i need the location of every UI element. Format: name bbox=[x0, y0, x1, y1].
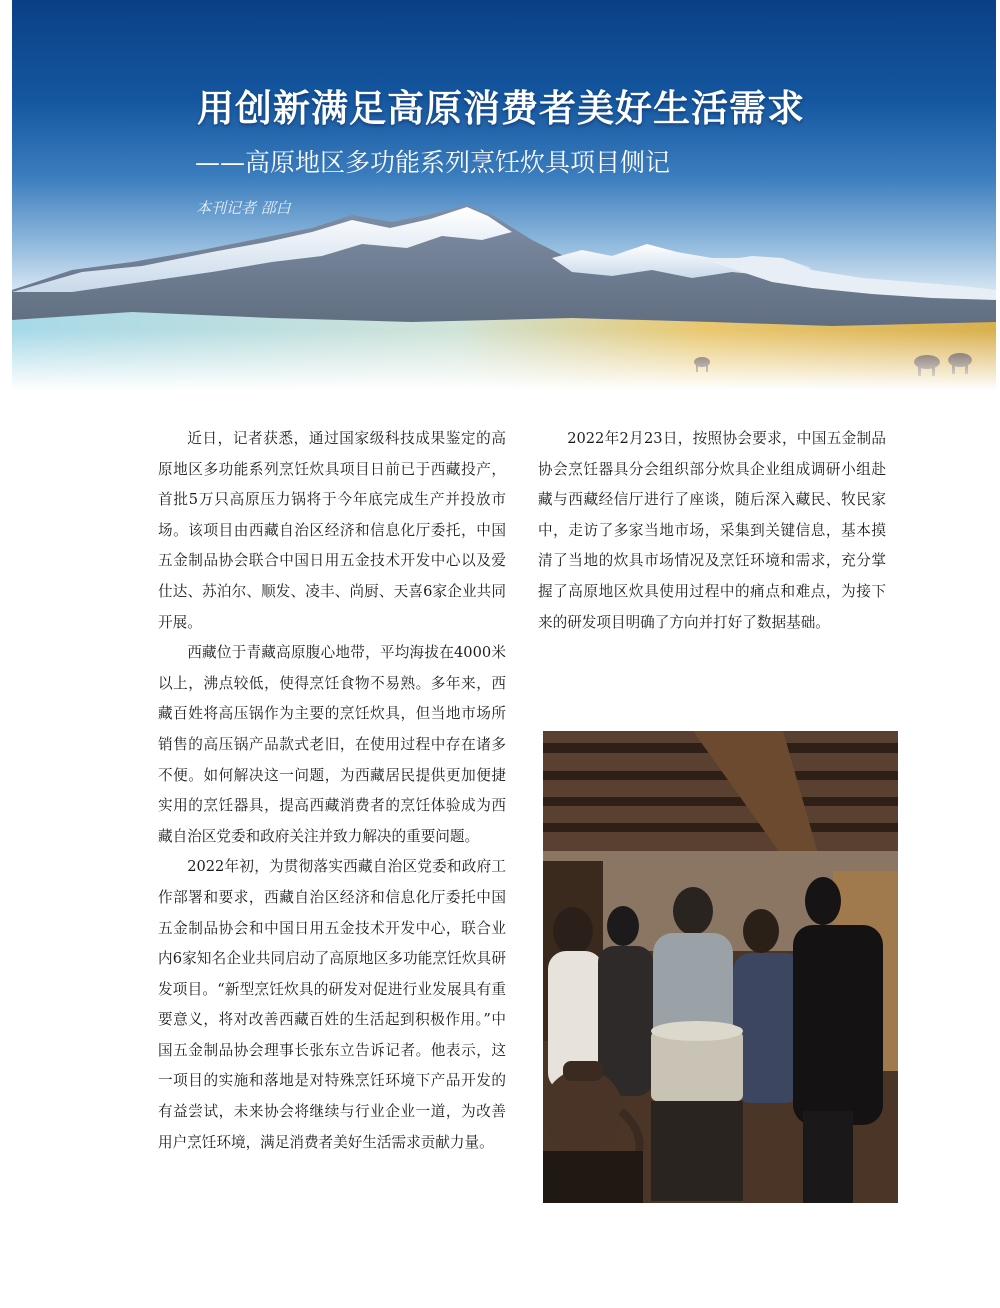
article-subtitle: ——高原地区多功能系列烹饪炊具项目侧记 bbox=[195, 148, 671, 177]
mountain-landscape-illustration bbox=[12, 0, 996, 390]
header-banner bbox=[12, 0, 996, 390]
article-byline: 本刊记者 邵白 bbox=[196, 199, 291, 217]
paragraph-4: 2022年2月23日，按照协会要求，中国五金制品协会烹饪器具分会组织部分炊具企业组成调研小组赴藏与西藏经信厅进行了座谈，随后深入藏民、牧民家中，走访了多家当地市场，采集到关键信息，基本摸清了当地的炊具市场情况及烹饪环境和需求，充分掌握了高原地区炊具使用过程中的痛点和难点，为接下来的研发项目明确了方向并打好了数据基础。 bbox=[538, 430, 886, 631]
article-column-left bbox=[158, 424, 506, 1158]
article-column-right bbox=[538, 424, 886, 638]
paragraph-3: 2022年初，为贯彻落实西藏自治区党委和政府工作部署和要求，西藏自治区经济和信息化厅委托中国五金制品协会和中国日用五金技术开发中心，联合业内6家知名企业共同启动了高原地区多功能烹饪炊具研发项目。“新型烹饪炊具的研发对促进行业发展具有重要意义，将对改善西藏百姓的生活起到积极作用。”中国五金制品协会理事长张东立告诉记者。他表示，这一项目的实施和落地是对特殊烹饪环境下产品开发的有益尝试，未来协会将继续与行业企业一道，为改善用户烹饪环境，满足消费者美好生活需求贡献力量。 bbox=[158, 858, 506, 1151]
field-visit-photo bbox=[543, 731, 898, 1203]
paragraph-2: 西藏位于青藏高原腹心地带，平均海拔在4000米以上，沸点较低，使得烹饪食物不易熟。多年来，西藏百姓将高压锅作为主要的烹饪炊具，但当地市场所销售的高压锅产品款式老旧，在使用过程中存在诸多不便。如何解决这一问题，为西藏居民提供更加便捷实用的烹饪器具，提高西藏消费者的烹饪体验成为西藏自治区党委和政府关注并致力解决的重要问题。 bbox=[158, 644, 506, 845]
article-title: 用创新满足高原消费者美好生活需求 bbox=[197, 87, 805, 130]
paragraph-1: 近日，记者获悉，通过国家级科技成果鉴定的高原地区多功能系列烹饪炊具项目日前已于西藏投产，首批5万只高原压力锅将于今年底完成生产并投放市场。该项目由西藏自治区经济和信息化厅委托，中国五金制品协会联合中国日用五金技术开发中心以及爱仕达、苏泊尔、顺发、凌丰、尚厨、天喜6家企业共同开展。 bbox=[158, 430, 506, 631]
